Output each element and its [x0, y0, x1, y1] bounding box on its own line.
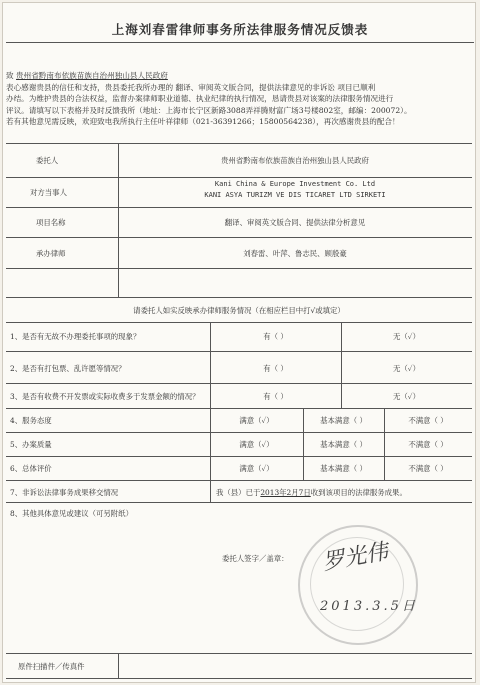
counterparty-label: 对方当事人: [30, 188, 67, 197]
q7-answer: [216, 487, 407, 498]
q7-prefix: 我（县）已于: [216, 488, 261, 497]
q4-unsatisfied[interactable]: 不满意（ ）: [408, 416, 448, 425]
col-line: [210, 322, 211, 502]
q2-yes-option[interactable]: 有（ ）: [263, 364, 288, 373]
row-line: [6, 268, 472, 269]
row-line: [6, 480, 472, 481]
row-line: [6, 322, 472, 323]
q6-satisfied[interactable]: 满意（✓）: [239, 464, 274, 473]
form-footer: [6, 653, 472, 679]
row-line: [6, 177, 472, 178]
q4-satisfied[interactable]: 满意（✓）: [239, 416, 274, 425]
q4-basic[interactable]: 基本满意（ ）: [320, 416, 367, 425]
lawyers-value: 刘春雷、叶萍、鲁志民、顾殷豪: [243, 249, 347, 258]
question-7: 7、非诉讼法律事务成果移交情况: [10, 488, 119, 497]
title-divider: [6, 42, 474, 43]
counterparty-value-2: KANI ASYA TURIZM VE DIS TICARET LTD SIRKETI: [204, 191, 386, 199]
q3-no-option[interactable]: 无（✓）: [393, 392, 420, 401]
row-line: [6, 207, 472, 208]
signature-label: 委托人签字／盖章：: [222, 554, 289, 563]
lawyers-label: 承办律师: [36, 249, 66, 258]
q6-basic[interactable]: 基本满意（ ）: [320, 464, 367, 473]
question-6: 6、总体评价: [10, 464, 52, 473]
q6-unsatisfied[interactable]: 不满意（ ）: [408, 464, 448, 473]
col-line: [118, 654, 119, 678]
client-label: 委托人: [36, 156, 59, 165]
question-8: 8、其他具体意见或建议（可另附纸）: [10, 509, 133, 518]
q1-yes-option[interactable]: 有（ ）: [263, 332, 288, 341]
counterparty-value-1: Kani China & Europe Investment Co. Ltd: [214, 180, 376, 188]
q7-date[interactable]: 2013年2月7日: [260, 488, 311, 497]
question-1: 1、是否有无故不办理委托事项的现象？: [10, 332, 141, 341]
q3-yes-option[interactable]: 有（ ）: [263, 392, 288, 401]
question-4: 4、服务态度: [10, 416, 52, 425]
question-3: 3、是否有收费不开发票或实际收费多于发票金额的情况？: [10, 392, 200, 401]
footer-label: 原件扫描件／传真件: [18, 662, 85, 671]
addressee: 贵州省黔南布依族苗族自治州独山县人民政府: [16, 71, 168, 80]
row-line: [6, 432, 472, 433]
q5-basic[interactable]: 基本满意（ ）: [320, 440, 367, 449]
project-value: 翻译、审阅英文版合同、提供法律分析意见: [224, 218, 366, 227]
row-line: [6, 383, 472, 384]
q7-suffix: 收到该项目的法律服务成果。: [310, 488, 407, 497]
question-5: 5、办案质量: [10, 440, 52, 449]
intro-paragraph: [6, 70, 472, 128]
client-value: 贵州省黔南布依族苗族自治州独山县人民政府: [221, 156, 369, 165]
row-line: [6, 237, 472, 238]
question-2: 2、是否有打包票、乱许愿等情况？: [10, 364, 126, 373]
handwritten-signature: 罗光伟: [320, 539, 391, 576]
q2-no-option[interactable]: 无（✓）: [393, 364, 420, 373]
row-line: [6, 456, 472, 457]
form-title: 上海刘春雷律师事务所法律服务情况反馈表: [111, 22, 369, 37]
row-line: [6, 351, 472, 352]
intro-line-4: 若有其他意见需反映，欢迎致电我所执行主任叶祥律师（021-36391266；15800564238），再次感谢贵县的配合！: [6, 117, 400, 127]
row-line: [6, 408, 472, 409]
handwritten-date: 2013.3.5日: [320, 599, 418, 614]
row-line: [6, 143, 472, 144]
intro-prefix: 致: [6, 71, 14, 80]
q5-unsatisfied[interactable]: 不满意（ ）: [408, 440, 448, 449]
row-line: [6, 502, 472, 503]
intro-line-3: 评议。请填写以下表格并及时反馈我所（地址：上海市长宁区新路3088弄祥腾财富广场3号楼802室，邮编：200072）。: [6, 105, 412, 115]
project-label: 项目名称: [36, 218, 66, 227]
instruction-text: 请委托人如实反映承办律师服务情况（在相应栏目中打√或填定）: [133, 306, 345, 315]
intro-line-2: 办结。为维护贵县的合法权益，监督办案律师职业道德、执业纪律的执行情况，恳请贵县对该案的法律服务情况进行: [6, 94, 394, 104]
row-line: [6, 297, 472, 298]
intro-line-1: 表心感谢贵县的信任和支持，贵县委托我所办理的 翻译、审阅英文版合同，提供法律意见的非诉讼 项目已顺利: [6, 82, 376, 92]
q5-satisfied[interactable]: 满意（✓）: [239, 440, 274, 449]
q1-no-option[interactable]: 无（✓）: [393, 332, 420, 341]
